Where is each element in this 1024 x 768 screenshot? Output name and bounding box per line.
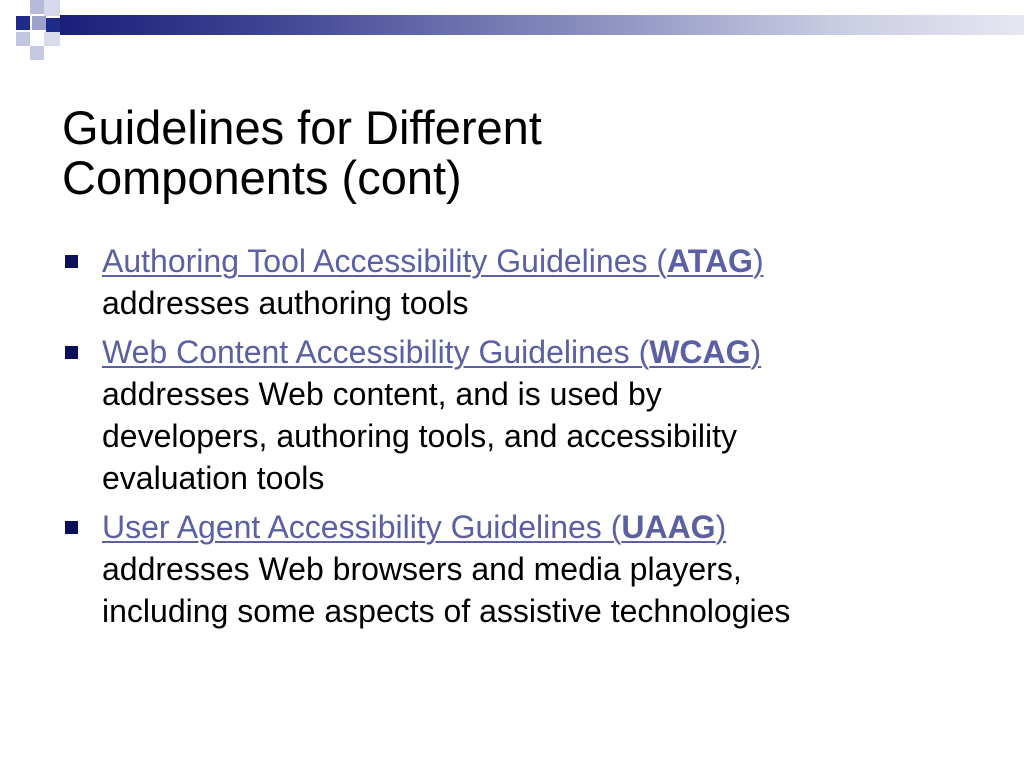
header-decoration-square xyxy=(32,16,46,30)
slide-title xyxy=(62,103,962,203)
header-decoration-square xyxy=(16,32,30,46)
wcag-link-text: Web Content Accessibility Guidelines ( xyxy=(102,334,650,370)
bullet-item-atag xyxy=(62,240,992,324)
header-gradient-bar xyxy=(60,15,1024,35)
header-decoration-square xyxy=(16,16,30,30)
atag-link-suffix: ) xyxy=(752,243,764,279)
header-decoration-square xyxy=(0,0,16,16)
bullet-item-uaag xyxy=(62,506,992,632)
wcag-link[interactable] xyxy=(102,334,761,370)
bullet-list xyxy=(62,240,992,639)
slide-title-line: Components (cont) xyxy=(62,151,462,205)
atag-description: addresses authoring tools xyxy=(102,285,469,321)
wcag-abbr: WCAG xyxy=(649,334,751,370)
uaag-link[interactable] xyxy=(102,509,726,545)
bullet-square-icon xyxy=(65,255,78,268)
header-decoration-square xyxy=(44,0,60,16)
header-decoration-square xyxy=(46,18,60,32)
wcag-description-line: evaluation tools xyxy=(102,460,325,496)
uaag-link-text: User Agent Accessibility Guidelines ( xyxy=(102,509,622,545)
slide-title-line: Guidelines for Different xyxy=(62,101,542,155)
header-decoration-square xyxy=(30,0,44,14)
atag-abbr: ATAG xyxy=(667,243,753,279)
uaag-description-line: addresses Web browsers and media players, xyxy=(102,551,742,587)
bullet-square-icon xyxy=(65,521,78,534)
uaag-abbr: UAAG xyxy=(621,509,716,545)
wcag-description-line: addresses Web content, and is used by xyxy=(102,376,662,412)
header-decoration-square xyxy=(44,32,60,46)
header-decoration-square xyxy=(30,46,44,60)
atag-link[interactable] xyxy=(102,243,764,279)
bullet-item-wcag xyxy=(62,331,992,499)
atag-link-text: Authoring Tool Accessibility Guidelines ( xyxy=(102,243,668,279)
wcag-description-line: developers, authoring tools, and accessibility xyxy=(102,418,738,454)
uaag-description-line: including some aspects of assistive technologies xyxy=(102,593,791,629)
wcag-link-suffix: ) xyxy=(750,334,762,370)
bullet-square-icon xyxy=(65,346,78,359)
uaag-link-suffix: ) xyxy=(715,509,727,545)
